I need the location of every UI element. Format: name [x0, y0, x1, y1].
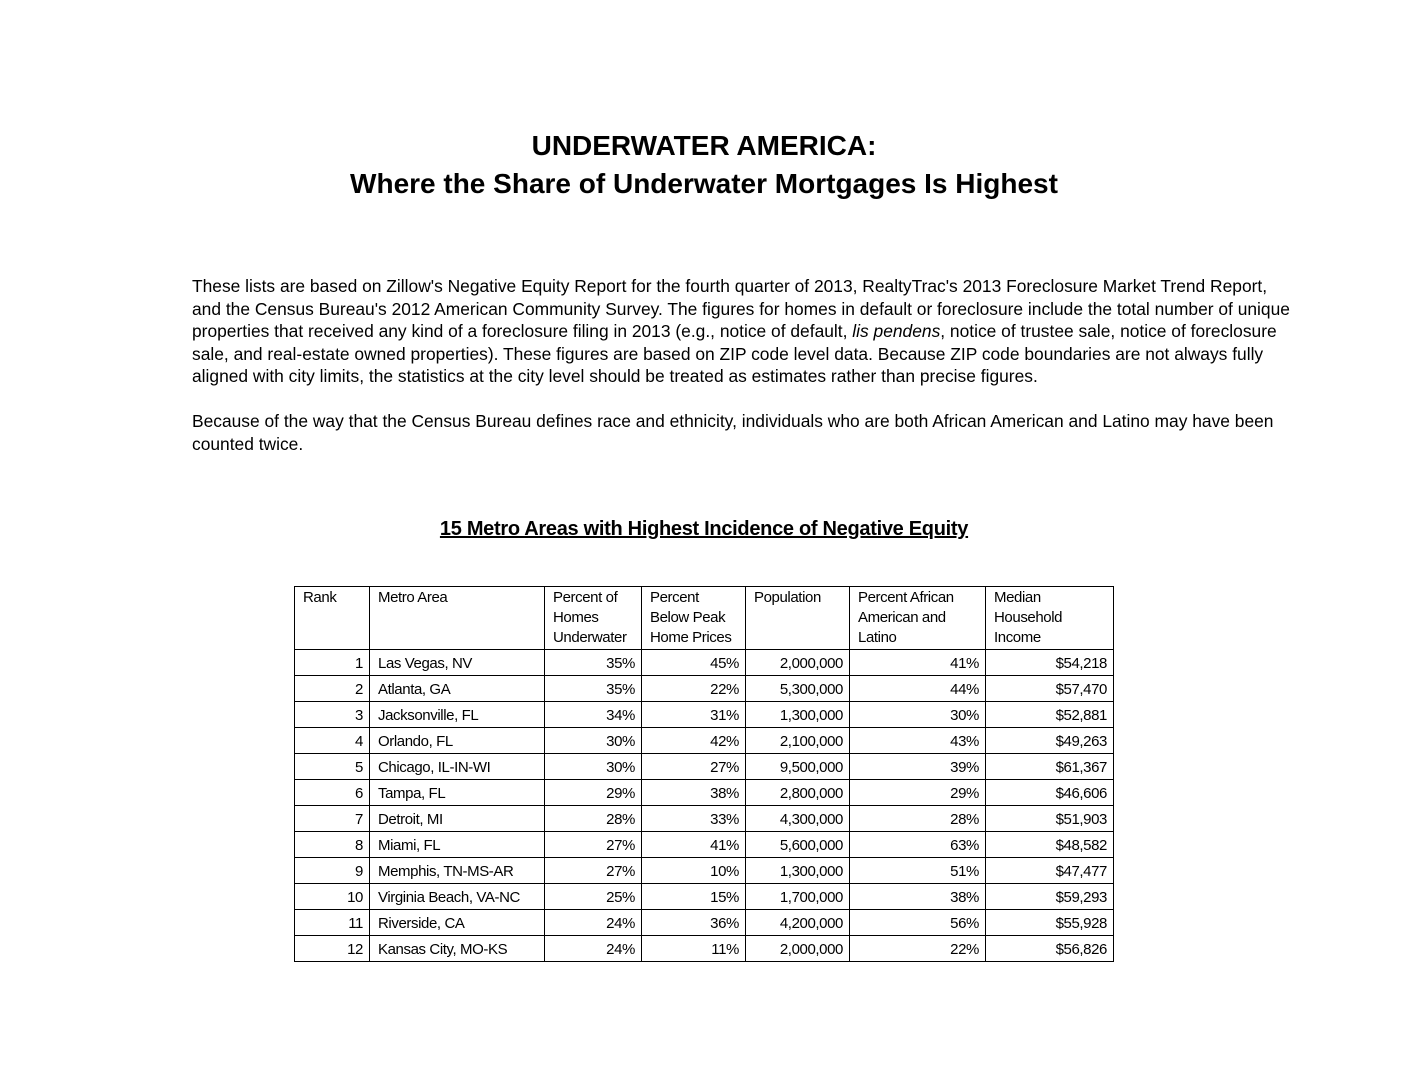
cell-population: 5,600,000: [746, 832, 850, 858]
cell-percent-underwater: 34%: [545, 702, 642, 728]
table-row: [295, 702, 1114, 728]
cell-percent-below-peak: 10%: [642, 858, 746, 884]
cell-percent-underwater: 30%: [545, 754, 642, 780]
cell-percent-underwater: 35%: [545, 650, 642, 676]
cell-percent-below-peak: 22%: [642, 676, 746, 702]
cell-rank: 2: [295, 676, 370, 702]
cell-percent-below-peak: 36%: [642, 910, 746, 936]
table-row: [295, 676, 1114, 702]
cell-rank: 7: [295, 806, 370, 832]
cell-population: 1,300,000: [746, 702, 850, 728]
cell-population: 2,000,000: [746, 650, 850, 676]
header-line: Median: [994, 589, 1041, 606]
header-line: Percent African: [858, 589, 954, 606]
cell-population: 2,800,000: [746, 780, 850, 806]
cell-percent-african-american-latino: 41%: [850, 650, 986, 676]
table-row: [295, 754, 1114, 780]
cell-population: 2,000,000: [746, 936, 850, 962]
table-row: [295, 832, 1114, 858]
cell-median-income: $46,606: [986, 780, 1114, 806]
intro-text: [192, 275, 1292, 455]
title-line-1: UNDERWATER AMERICA:: [531, 130, 877, 161]
document-title: [0, 127, 1408, 203]
cell-percent-african-american-latino: 51%: [850, 858, 986, 884]
cell-percent-below-peak: 11%: [642, 936, 746, 962]
intro-paragraph-1: [192, 275, 1292, 388]
cell-percent-below-peak: 42%: [642, 728, 746, 754]
cell-rank: 8: [295, 832, 370, 858]
paragraph-1-part-1: These lists are based on Zillow's Negative Equity Report for the fourth quarter of 2013, RealtyTrac's 2013 Foreclosure Market Trend Report, and the Census Bureau's 2012 American Community Survey. The figures for homes in default or foreclosure include the total number of unique properties that received any kind of a foreclosure filing in 2013 (e.g., notice of default,: [192, 276, 1290, 342]
header-line: Home Prices: [650, 629, 732, 646]
cell-population: 9,500,000: [746, 754, 850, 780]
header-line: Rank: [303, 589, 337, 606]
cell-median-income: $57,470: [986, 676, 1114, 702]
cell-percent-underwater: 28%: [545, 806, 642, 832]
cell-median-income: $51,903: [986, 806, 1114, 832]
intro-paragraph-2: Because of the way that the Census Bureau defines race and ethnicity, individuals who are both African American and Latino may have been counted twice.: [192, 410, 1274, 454]
cell-percent-african-american-latino: 63%: [850, 832, 986, 858]
cell-metro-area: Miami, FL: [370, 832, 545, 858]
table-row: [295, 884, 1114, 910]
cell-percent-underwater: 35%: [545, 676, 642, 702]
cell-metro-area: Orlando, FL: [370, 728, 545, 754]
cell-rank: 1: [295, 650, 370, 676]
header-line: Population: [754, 589, 821, 606]
cell-median-income: $55,928: [986, 910, 1114, 936]
cell-median-income: $47,477: [986, 858, 1114, 884]
cell-population: 4,200,000: [746, 910, 850, 936]
header-percent-below-peak: [642, 587, 746, 650]
cell-metro-area: Chicago, IL-IN-WI: [370, 754, 545, 780]
cell-percent-underwater: 25%: [545, 884, 642, 910]
cell-metro-area: Virginia Beach, VA-NC: [370, 884, 545, 910]
cell-percent-african-american-latino: 30%: [850, 702, 986, 728]
cell-metro-area: Memphis, TN-MS-AR: [370, 858, 545, 884]
header-median-household-income: [986, 587, 1114, 650]
cell-percent-underwater: 24%: [545, 910, 642, 936]
cell-percent-underwater: 27%: [545, 858, 642, 884]
header-metro-area: [370, 587, 545, 650]
cell-percent-underwater: 24%: [545, 936, 642, 962]
table-row: [295, 910, 1114, 936]
cell-percent-below-peak: 41%: [642, 832, 746, 858]
header-line: Percent: [650, 589, 699, 606]
header-line: Metro Area: [378, 589, 448, 606]
cell-rank: 3: [295, 702, 370, 728]
cell-percent-underwater: 29%: [545, 780, 642, 806]
cell-median-income: $49,263: [986, 728, 1114, 754]
cell-percent-african-american-latino: 28%: [850, 806, 986, 832]
cell-median-income: $59,293: [986, 884, 1114, 910]
header-percent-african-american-latino: [850, 587, 986, 650]
header-line: Income: [994, 629, 1041, 646]
cell-metro-area: Las Vegas, NV: [370, 650, 545, 676]
cell-median-income: $61,367: [986, 754, 1114, 780]
cell-rank: 6: [295, 780, 370, 806]
cell-percent-below-peak: 27%: [642, 754, 746, 780]
table-row: [295, 650, 1114, 676]
cell-population: 1,700,000: [746, 884, 850, 910]
cell-rank: 12: [295, 936, 370, 962]
header-line: Latino: [858, 629, 897, 646]
cell-percent-african-american-latino: 56%: [850, 910, 986, 936]
table-row: [295, 728, 1114, 754]
cell-percent-below-peak: 15%: [642, 884, 746, 910]
cell-median-income: $48,582: [986, 832, 1114, 858]
header-population: [746, 587, 850, 650]
header-line: Underwater: [553, 629, 627, 646]
cell-population: 4,300,000: [746, 806, 850, 832]
cell-rank: 10: [295, 884, 370, 910]
table-row: [295, 806, 1114, 832]
cell-metro-area: Detroit, MI: [370, 806, 545, 832]
cell-median-income: $52,881: [986, 702, 1114, 728]
header-line: Homes: [553, 609, 599, 626]
header-line: Below Peak: [650, 609, 726, 626]
cell-percent-below-peak: 38%: [642, 780, 746, 806]
table-row: [295, 936, 1114, 962]
title-line-2: Where the Share of Underwater Mortgages Is Highest: [350, 168, 1058, 199]
cell-rank: 9: [295, 858, 370, 884]
cell-population: 2,100,000: [746, 728, 850, 754]
cell-metro-area: Tampa, FL: [370, 780, 545, 806]
cell-metro-area: Jacksonville, FL: [370, 702, 545, 728]
cell-percent-african-american-latino: 22%: [850, 936, 986, 962]
cell-median-income: $54,218: [986, 650, 1114, 676]
header-percent-underwater: [545, 587, 642, 650]
cell-percent-below-peak: 33%: [642, 806, 746, 832]
cell-percent-below-peak: 31%: [642, 702, 746, 728]
cell-percent-african-american-latino: 38%: [850, 884, 986, 910]
cell-population: 1,300,000: [746, 858, 850, 884]
header-line: Household: [994, 609, 1063, 626]
table-body: [295, 650, 1114, 962]
cell-metro-area: Riverside, CA: [370, 910, 545, 936]
cell-rank: 5: [295, 754, 370, 780]
header-line: American and: [858, 609, 946, 626]
cell-percent-african-american-latino: 43%: [850, 728, 986, 754]
cell-percent-underwater: 27%: [545, 832, 642, 858]
cell-metro-area: Kansas City, MO-KS: [370, 936, 545, 962]
table-row: [295, 780, 1114, 806]
table-title: 15 Metro Areas with Highest Incidence of Negative Equity: [439, 518, 969, 540]
cell-population: 5,300,000: [746, 676, 850, 702]
cell-percent-below-peak: 45%: [642, 650, 746, 676]
table-header-row: [295, 587, 1114, 650]
paragraph-1-italic: lis pendens: [852, 321, 941, 342]
table-row: [295, 858, 1114, 884]
cell-percent-african-american-latino: 44%: [850, 676, 986, 702]
cell-percent-african-american-latino: 39%: [850, 754, 986, 780]
cell-percent-african-american-latino: 29%: [850, 780, 986, 806]
header-rank: [295, 587, 370, 650]
header-line: Percent of: [553, 589, 618, 606]
cell-metro-area: Atlanta, GA: [370, 676, 545, 702]
paragraph-1-part-2: , notice of trustee sale, notice of foreclosure sale, and real-estate owned properties). These figures are based on ZIP code level data. Because ZIP code boundaries are not always fully aligned with city limits, the statistics at the city level should be treated as estimates rather than precise figures.: [192, 321, 1277, 387]
metro-areas-table: [294, 586, 1114, 962]
cell-rank: 11: [295, 910, 370, 936]
cell-rank: 4: [295, 728, 370, 754]
cell-median-income: $56,826: [986, 936, 1114, 962]
cell-percent-underwater: 30%: [545, 728, 642, 754]
